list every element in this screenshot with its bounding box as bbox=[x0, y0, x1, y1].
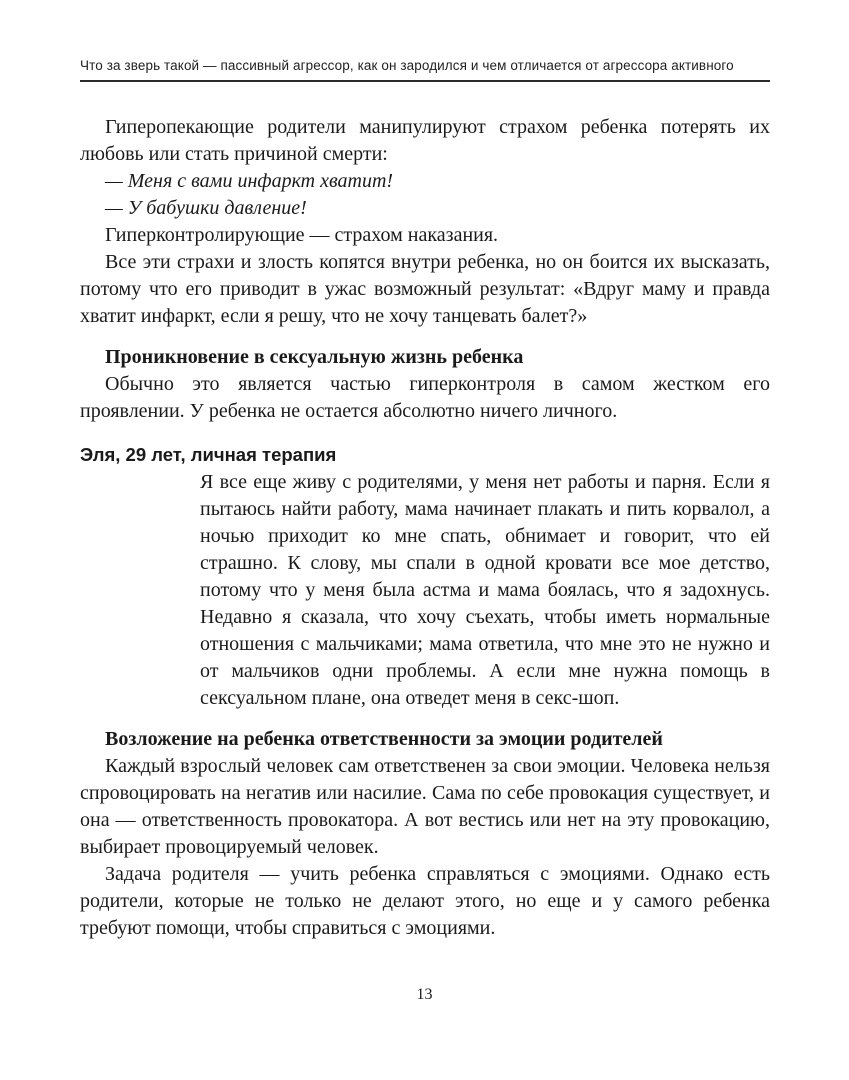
paragraph-hyperprotective: Гиперопекающие родители манипулируют страхом ребенка потерять их любовь или стать причиной смерти: bbox=[80, 116, 770, 165]
paragraph-responsibility-2: Задача родителя — учить ребенка справляться с эмоциями. Однако есть родители, которые не только не делают этого, но еще и у самого ребенка требуют помощи, чтобы справиться с эмоциями. bbox=[80, 863, 770, 939]
page-number: 13 bbox=[416, 986, 433, 1003]
paragraph-fears: Все эти страхи и злость копятся внутри ребенка, но он боится их высказать, потому что его приводит в ужас возможный результат: «Вдруг маму и правда хватит инфаркт, если я решу, что не хочу танцевать балет?» bbox=[80, 251, 770, 327]
italic-quote-line-2: — У бабушки давление! bbox=[105, 197, 307, 219]
italic-quote-line-1: — Меня с вами инфаркт хватит! bbox=[105, 170, 394, 192]
case-study-heading: Эля, 29 лет, личная терапия bbox=[80, 444, 337, 465]
paragraph-hypercontrolling: Гиперконтролирующие — страхом наказания. bbox=[105, 224, 499, 246]
paragraph-intrusion: Обычно это является частью гиперконтроля в самом жестком его проявлении. У ребенка не остается абсолютно ничего личного. bbox=[80, 373, 770, 422]
section-heading-responsibility: Возложение на ребенка ответственности за эмоции родителей bbox=[105, 728, 663, 750]
header-rule bbox=[80, 80, 770, 82]
page-body bbox=[80, 114, 770, 942]
case-study-text: Я все еще живу с родителями, у меня нет работы и парня. Если я пытаюсь найти работу, мама начинает плакать и пить корвалол, а ночью приходит ко мне спать, обнимает и говорит, что ей страшно. К слову, мы спали в одной кровати все мое детство, потому что у меня была астма и мама боялась, что я задохнусь. Недавно я сказала, что хочу съехать, чтобы иметь нормальные отношения с мальчиками; мама ответила, что мне это не нужно и от мальчиков одни проблемы. А если мне нужна помощь в сексуальном плане, она отведет меня в секс-шоп. bbox=[200, 471, 770, 709]
page-header bbox=[80, 58, 770, 82]
paragraph-responsibility-1: Каждый взрослый человек сам ответственен за свои эмоции. Человека нельзя спровоцировать на негатив или насилие. Сама по себе провокация существует, и она — ответственность провокатора. А вот вестись или нет на эту провокацию, выбирает провоцируемый человек. bbox=[80, 755, 770, 858]
running-head: Что за зверь такой — пассивный агрессор, как он зародился и чем отличается от агрессора активного bbox=[80, 58, 734, 73]
section-heading-intrusion: Проникновение в сексуальную жизнь ребенка bbox=[105, 346, 524, 368]
